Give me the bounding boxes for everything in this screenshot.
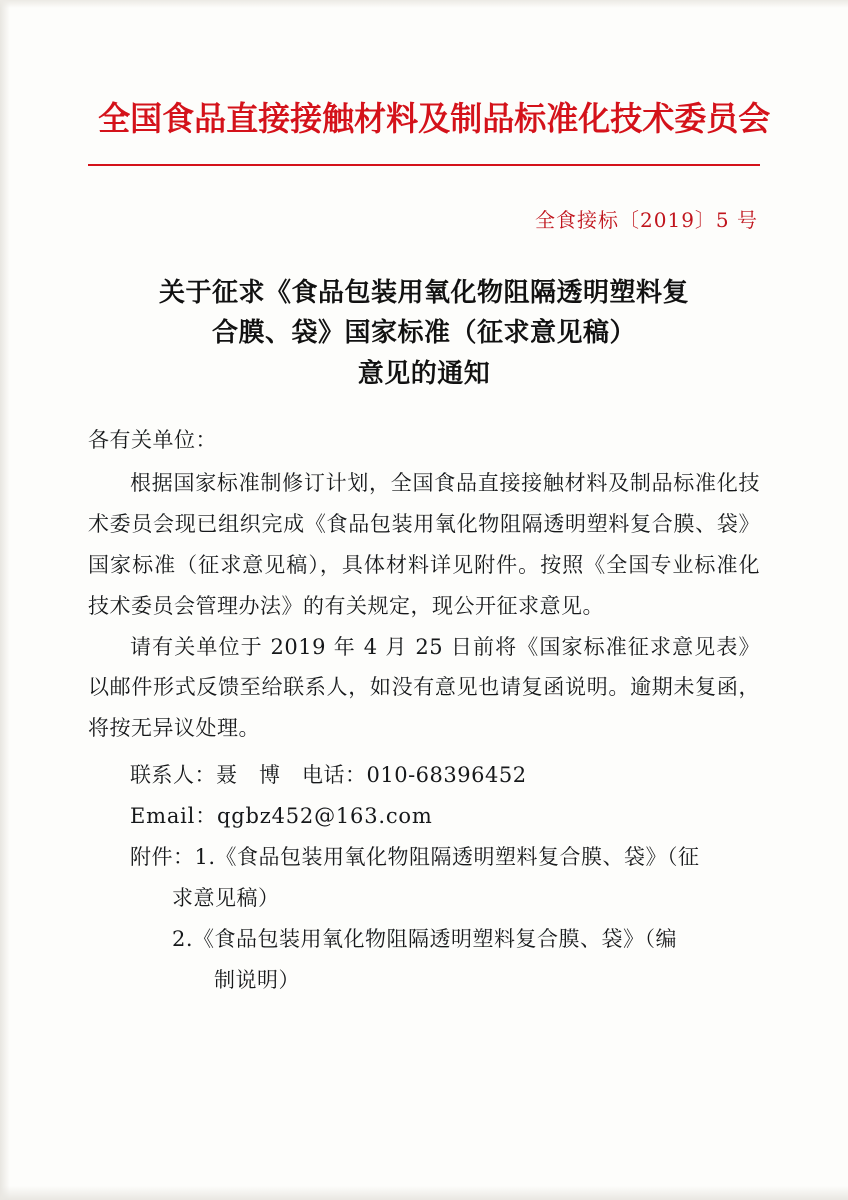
contact-email-line: Email：qgbz452@163.com <box>130 804 433 829</box>
letterhead-title: 全国食品直接接触材料及制品标准化技术委员会 <box>98 99 771 138</box>
page-title-line-1: 关于征求《食品包装用氧化物阻隔透明塑料复 <box>158 277 689 308</box>
attachment-item-1: 附件：1.《食品包装用氧化物阻隔透明塑料复合膜、袋》（征 <box>130 845 700 870</box>
attachment-item-2: 2.《食品包装用氧化物阻隔透明塑料复合膜、袋》（编 <box>172 927 678 952</box>
document-content <box>88 0 771 1001</box>
attachment-item-1-continued: 求意见稿） <box>172 886 280 911</box>
body-paragraph-1: 根据国家标准制修订计划，全国食品直接接触材料及制品标准化技术委员会现已组织完成《食品包装用氧化物阻隔透明塑料复合膜、袋》国家标准（征求意见稿），具体材料详见附件。按照《全国专业标准化技术委员会管理办法》的有关规定，现公开征求意见。 <box>88 470 760 618</box>
page-title-line-3: 意见的通知 <box>357 358 491 389</box>
document-body <box>88 420 760 1001</box>
letterhead-divider <box>88 164 760 166</box>
page-title-line-2: 合膜、袋》国家标准（征求意见稿） <box>211 318 636 349</box>
body-paragraph-2: 请有关单位于 2019 年 4 月 25 日前将《国家标准征求意见表》以邮件形式反馈至给联系人，如没有意见也请复函说明。逾期未复函，将按无异议处理。 <box>88 634 760 741</box>
document-number: 全食接标〔2019〕5 号 <box>535 207 758 232</box>
contact-person-line: 联系人：聂 博 电话：010-68396452 <box>130 763 527 788</box>
salutation: 各有关单位： <box>88 427 217 452</box>
scan-edge-left <box>0 0 10 1200</box>
page-title <box>88 273 760 394</box>
scan-edge-bottom <box>0 1186 848 1200</box>
attachment-item-2-continued: 制说明） <box>214 968 300 993</box>
